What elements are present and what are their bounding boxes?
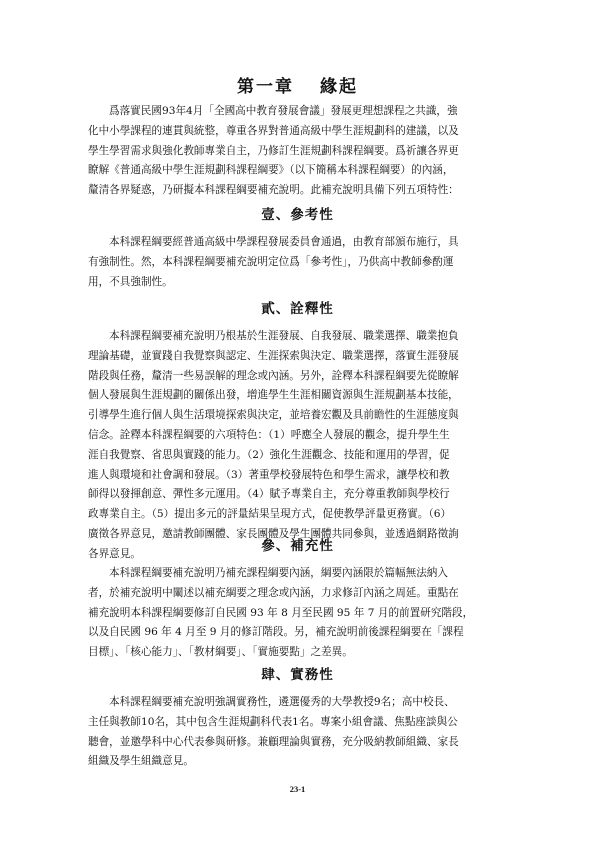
section-heading-practical: 肆、實務性 [261,667,334,683]
paragraph-line: 者，於補充說明中闡述以補充綱要之理念或內涵，力求修訂內涵之周延。重點在 [88,586,459,599]
paragraph-line: 釐清各界疑惑，乃研擬本科課程綱要補充說明。此補充說明具備下列五項特性： [88,184,459,197]
chapter-number: 第一章 [237,77,294,97]
paragraph-line: 化中小學課程的連貫與統整，尊重各界對普通高級中學生涯規劃科的建議，以及 [88,124,459,137]
section-paragraph-supplement [88,564,510,663]
paragraph-line: 個人發展與生涯規劃的關係出發，增進學生生涯相關資源與生涯規劃基本技能， [88,389,459,402]
section-heading-supplement: 參、補充性 [261,538,334,554]
section-paragraph-practical [88,693,510,772]
section-heading-interpretation: 貳、詮釋性 [261,301,334,317]
paragraph-line: 用，不具強制性。 [88,275,173,288]
chapter-name: 緣起 [320,77,358,97]
paragraph-line: 目標」、「核心能力」、「教材綱要」、「實施要點」之差異。 [88,646,353,659]
paragraph-line: 理論基礎，並實踐自我覺察與認定、生涯探索與決定、職業選擇，落實生涯發展 [88,349,459,362]
paragraph-line: 瞭解《普通高級中學生涯規劃科課程綱要》（以下簡稱本科課程綱要）的內涵， [88,164,454,177]
paragraph-line: 涯自我覺察、省思與實踐的能力。（2）強化生涯觀念、技能和運用的學習，促 [88,448,450,461]
paragraph-line: 引導學生進行個人與生活環境探索與決定，並培養宏觀及具前瞻性的生涯態度與 [88,409,459,422]
paragraph-line: 廣徵各界意見，邀請教師團體、家長團體及學生團體共同參與，並透過網路徵詢 [88,527,459,540]
paragraph-line: 有強制性。然，本科課程綱要補充說明定位爲「參考性」，乃供高中教師參酌運 [88,255,454,268]
paragraph-line: 本科課程綱要補充說明乃根基於生涯發展、自我發展、職業選擇、職業抱負 [109,330,459,342]
paragraph-line: 本科課程綱要補充說明強調實務性，遴選優秀的大學教授9名；高中校長、 [109,696,455,708]
section-heading-reference: 壹、參考性 [261,207,334,223]
section-paragraph-reference [88,233,510,292]
paragraph-line: 補充說明本科課程綱要修訂自民國 93 年 8 月至民國 95 年 7 月的前置研究階段， [88,606,474,619]
paragraph-line: 本科課程綱要經普通高級中學課程發展委員會通過，由教育部頒布施行，具 [109,236,459,248]
paragraph-line: 師得以發揮創意、彈性多元運用。（4）賦予專業自主，充分尊重教師與學校行 [88,488,450,501]
paragraph-line: 本科課程綱要補充說明乃補充課程綱要內涵，綱要內涵限於篇幅無法納入 [109,567,448,579]
paragraph-line: 聽會，並邀學科中心代表參與研修。兼顧理論與實務，充分吸納教師組織、家長 [88,735,459,748]
paragraph-line: 爲落實民國93年4月「全國高中教育發展會議」發展更理想課程之共識，強 [109,105,458,117]
paragraph-line: 階段與任務，釐清一些易誤解的理念或內涵。另外，詮釋本科課程綱要先從瞭解 [88,369,459,382]
paragraph-line: 以及自民國 96 年 4 月至 9 月的修訂階段。另，補充說明前後課程綱要在「課程 [88,626,464,639]
paragraph-line: 學生學習需求與強化教師專業自主，乃修訂生涯規劃科課程綱要。爲祈讓各界更 [88,144,459,157]
section-paragraph-interpretation [88,327,510,565]
paragraph-line: 主任與教師10名，其中包含生涯規劃科代表1名。專案小組會議、焦點座談與公 [88,715,458,728]
chapter-title [0,72,595,97]
paragraph-line: 進人與環境和社會調和發展。（3）著重學校發展特色和學生需求，讓學校和教 [88,468,450,481]
paragraph-line: 政專業自主。（5）提出多元的評量結果呈現方式，促使教學評量更務實。（6） [88,508,452,521]
paragraph-line: 信念。詮釋本科課程綱要的六項特色：（1）呼應全人發展的觀念，提升學生生 [88,428,450,441]
intro-paragraph [88,102,510,201]
paragraph-line: 各界意見。 [88,547,141,560]
paragraph-line: 組織及學生組織意見。 [88,755,194,768]
page-number: 23-1 [289,784,306,794]
